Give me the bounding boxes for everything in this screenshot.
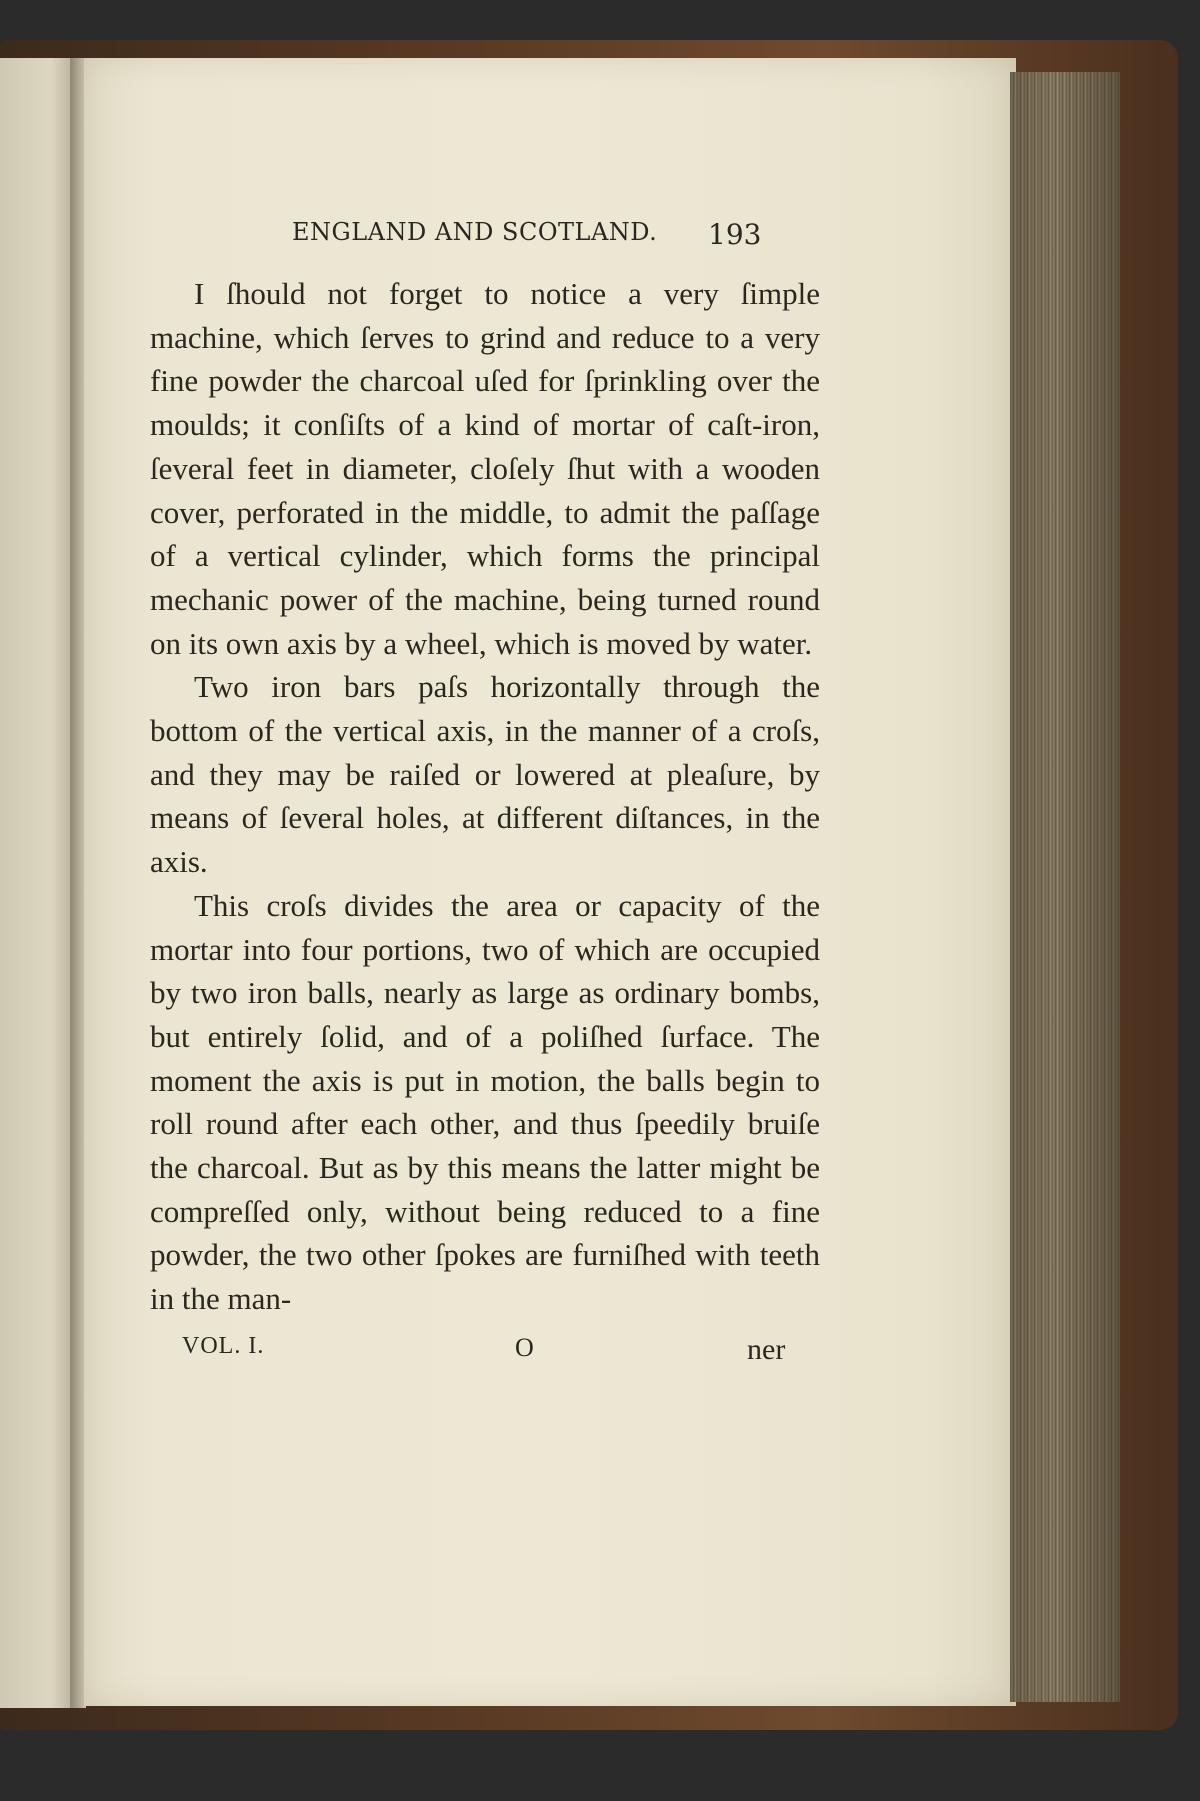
page-number: 193 — [708, 218, 762, 251]
page-content — [150, 210, 820, 1373]
paragraph-1: I ſhould not forget to notice a very ſimple machine, which ſerves to grind and reduce to a very fine powder the charcoal uſed for ſprinkling over the moulds; it conſiſts of a kind of mortar of caſt-iron, ſeveral feet in diameter, cloſely ſhut with a wooden cover, perforated in the middle, to admit the paſſage of a vertical cylinder, which forms the principal mechanic power of the machine, being turned round on its own axis by a wheel, which is moved by water. — [150, 276, 820, 661]
catchword: ner — [747, 1332, 786, 1366]
body-text — [150, 272, 820, 1321]
volume-signature: VOL. I. — [182, 1332, 265, 1359]
paragraph-2: Two iron bars paſs horizontally through the bottom of the vertical axis, in the manner of a croſs, and they may be raiſed or lowered at pleaſure, by means of ſeveral holes, at different diſtances, in the axis. — [150, 669, 820, 880]
page-footer — [150, 1333, 820, 1373]
gathering-mark: O — [515, 1332, 534, 1362]
running-head — [150, 210, 820, 250]
fore-edge-shadow — [1010, 72, 1120, 1702]
running-title: ENGLAND AND SCOTLAND. — [292, 218, 658, 246]
paragraph-3: This croſs divides the area or capacity of the mortar into four portions, two of which are occupied by two iron balls, nearly as large as ordinary bombs, but entirely ſolid, and of a poliſhed ſurface. The moment the axis is put in motion, the balls begin to roll round after each other, and thus ſpeedily bruiſe the charcoal. But as by this means the latter might be compreſſed only, without being reduced to a fine powder, the two other ſpokes are furniſhed with teeth in the man- — [150, 887, 820, 1317]
left-page-edge — [0, 58, 72, 1708]
